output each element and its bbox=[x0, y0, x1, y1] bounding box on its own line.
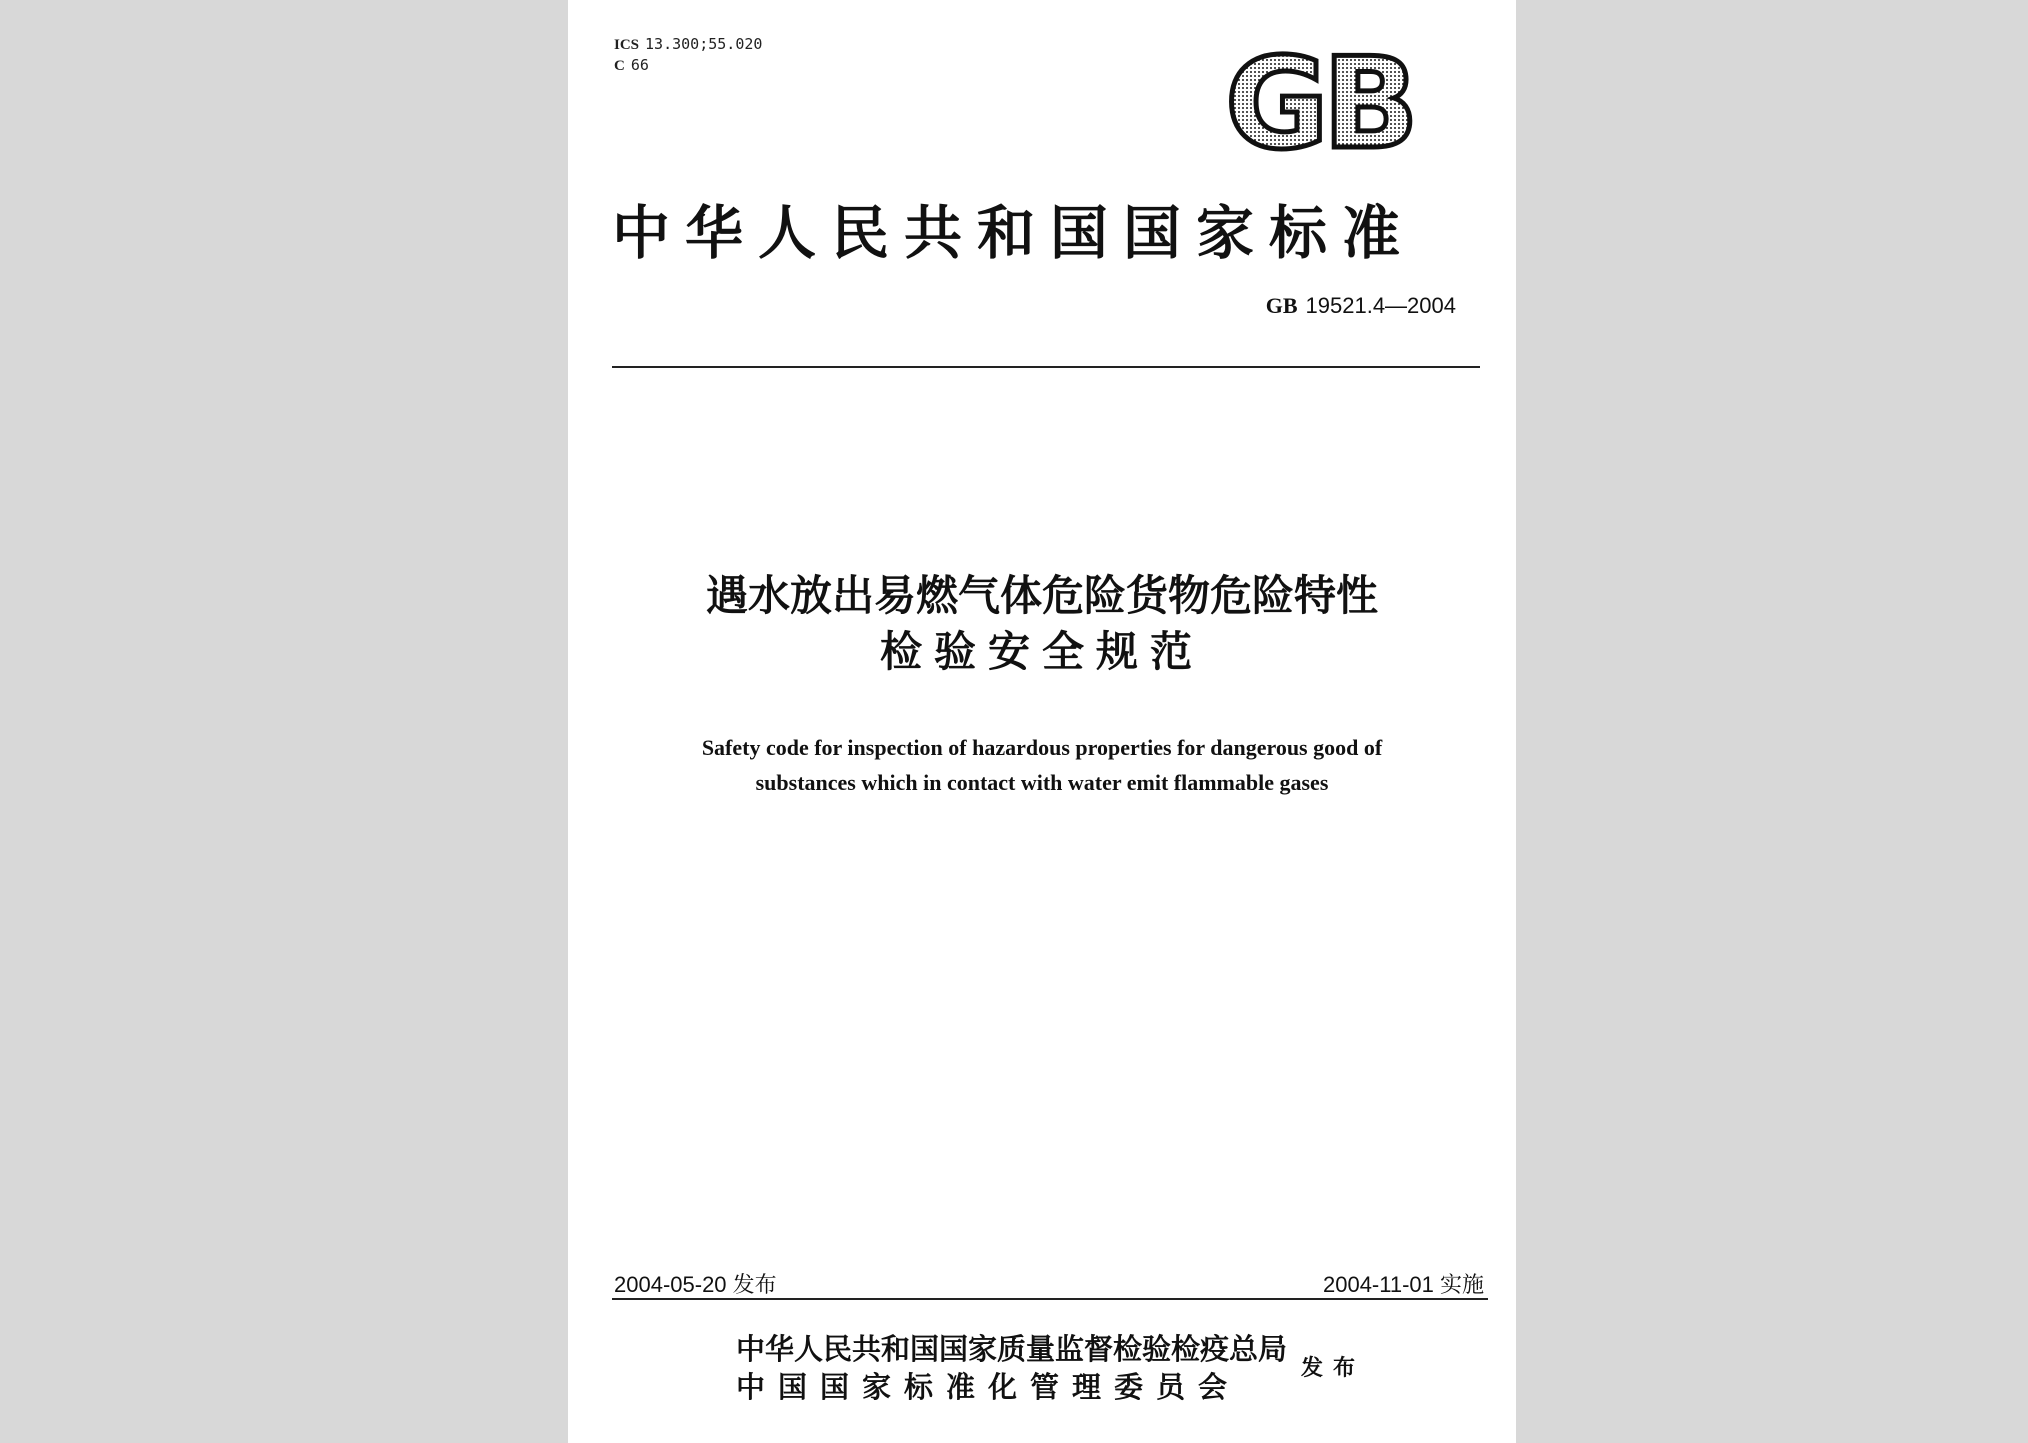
publisher-sac: 中国国家标准化管理委员会 bbox=[736, 1370, 1241, 1404]
ccs-label: C bbox=[614, 58, 625, 74]
publisher-aqsiq: 中华人民共和国国家质量监督检验检疫总局 bbox=[736, 1332, 1288, 1366]
standard-number-value: 19521.4—2004 bbox=[1305, 293, 1456, 318]
ccs-value: 66 bbox=[630, 56, 649, 74]
standard-prefix: GB bbox=[1265, 293, 1298, 318]
issued-label: 发布 bbox=[1301, 1355, 1366, 1381]
title-english-line-1: Safety code for inspection of hazardous properties for dangerous good of bbox=[701, 735, 1383, 760]
title-english-line-2: substances which in contact with water emit flammable gases bbox=[755, 770, 1329, 795]
ics-value: 13.300;55.020 bbox=[645, 35, 763, 53]
issue-date: 2004-05-20 发布 bbox=[614, 1272, 777, 1297]
publishers bbox=[736, 1330, 1287, 1406]
document-page bbox=[568, 0, 1516, 1443]
standard-number bbox=[1266, 293, 1456, 319]
title-english bbox=[568, 730, 1516, 800]
gb-logo-text: GB bbox=[1225, 46, 1413, 158]
ics-line bbox=[614, 34, 762, 55]
ccs-line bbox=[614, 55, 762, 76]
ics-label: ICS bbox=[614, 37, 640, 53]
title-chinese-line-2: 检验安全规范 bbox=[879, 627, 1204, 676]
classification-codes bbox=[614, 34, 762, 76]
gb-logo bbox=[1213, 46, 1425, 158]
title-chinese-line-1: 遇水放出易燃气体危险货物危险特性 bbox=[705, 571, 1378, 620]
title-chinese bbox=[568, 568, 1516, 680]
national-standard-heading: 中华人民共和国国家标准 bbox=[612, 199, 1416, 267]
footer-divider bbox=[612, 1298, 1488, 1300]
header-divider bbox=[612, 366, 1480, 368]
implementation-date: 2004-11-01 实施 bbox=[1322, 1272, 1484, 1297]
